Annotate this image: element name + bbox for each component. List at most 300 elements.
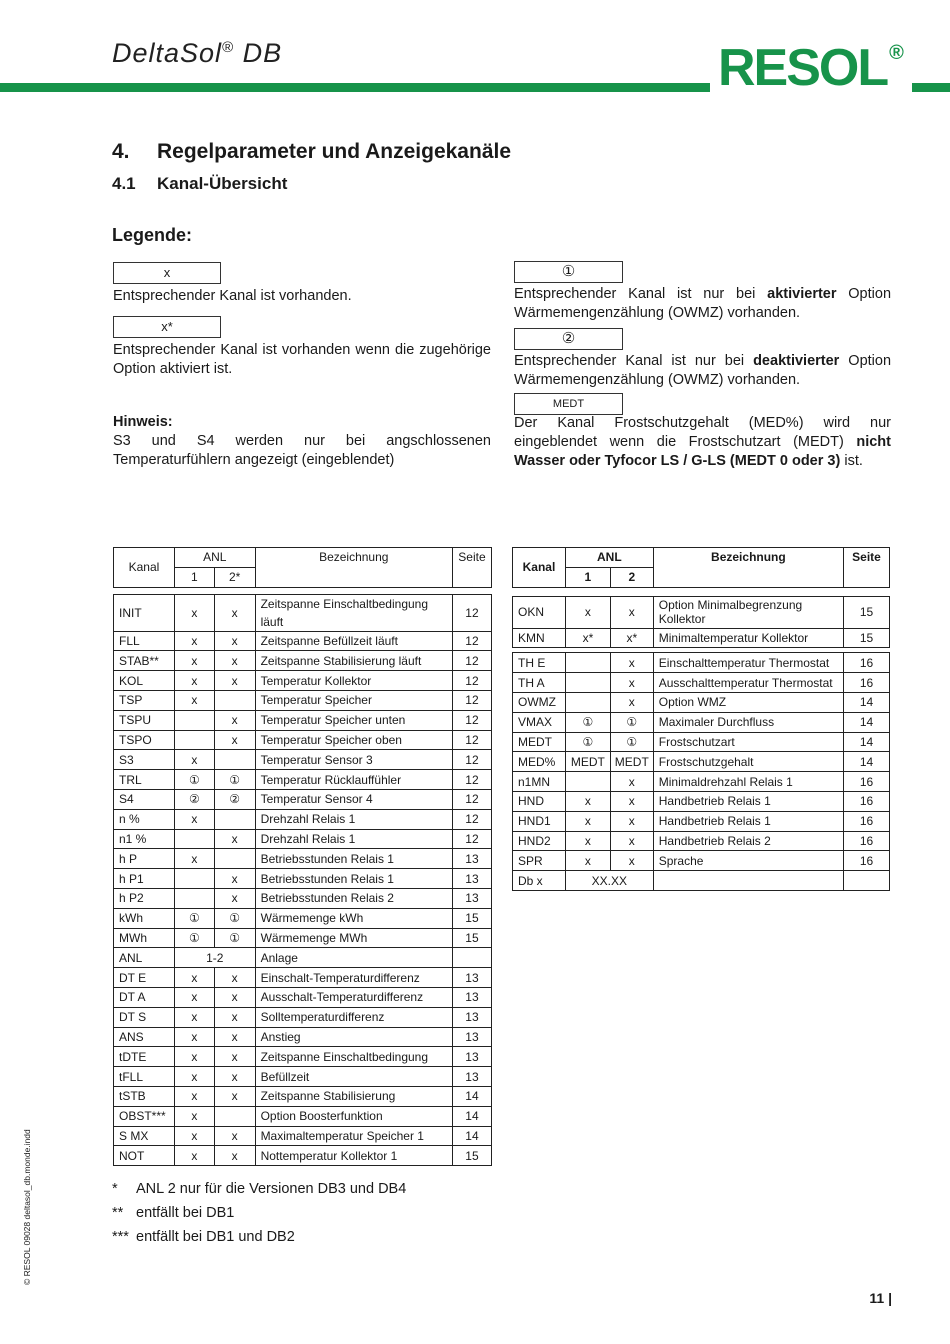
table-row: [513, 831, 890, 851]
cell-kanal: S4: [114, 789, 175, 809]
cell-seite: 16: [844, 673, 890, 693]
cell-anl-2: MEDT: [610, 752, 653, 772]
legend-text-4a: Entsprechender Kanal ist nur bei: [514, 353, 754, 369]
cell-seite: 12: [452, 651, 491, 671]
legend-text-5a: Der Kanal Frostschutzgehalt (MED%) wird nur eingeblendet wenn die Frostschutzart (MEDT): [514, 415, 891, 450]
product-title: [112, 38, 282, 69]
cell-kanal: KMN: [513, 628, 566, 648]
cell-seite: 12: [452, 690, 491, 710]
cell-bezeichnung: Minimaldrehzahl Relais 1: [653, 772, 843, 792]
footnote-mark: ***: [112, 1229, 129, 1245]
cell-anl-2: x: [610, 811, 653, 831]
cell-anl-2: x: [214, 710, 255, 730]
cell-bezeichnung: Zeitspanne Stabilisierung: [255, 1086, 452, 1106]
cell-anl-1: ①: [565, 732, 610, 752]
cell-kanal: n1MN: [513, 772, 566, 792]
subsection-title: Kanal-Übersicht: [157, 174, 288, 193]
cell-anl-2: x: [214, 631, 255, 651]
cell-seite: 14: [844, 752, 890, 772]
cell-kanal: h P: [114, 849, 175, 869]
cell-seite: 12: [452, 671, 491, 691]
table-row: [114, 730, 492, 750]
cell-bezeichnung: Wärmemenge kWh: [255, 908, 452, 928]
cell-seite: 13: [452, 1047, 491, 1067]
cell-anl-2: ①: [610, 712, 653, 732]
table-row: [114, 710, 492, 730]
cell-seite: 14: [844, 732, 890, 752]
cell-anl-1: x: [174, 690, 214, 710]
cell-kanal: SPR: [513, 851, 566, 871]
table-row: [513, 871, 890, 891]
cell-seite: 12: [452, 730, 491, 750]
cell-bezeichnung: Solltemperaturdifferenz: [255, 1007, 452, 1027]
cell-bezeichnung: Temperatur Speicher unten: [255, 710, 452, 730]
cell-anl-1: x: [174, 968, 214, 988]
header-anl-2: 2*: [214, 567, 255, 587]
footnote: [112, 1181, 406, 1197]
cell-anl-2: x: [610, 851, 653, 871]
table-row: [114, 829, 492, 849]
cell-seite: 13: [452, 869, 491, 889]
table-row: [114, 908, 492, 928]
table-row: [513, 692, 890, 712]
cell-anl-1: x: [174, 594, 214, 631]
cell-seite: 16: [844, 811, 890, 831]
cell-bezeichnung: Handbetrieb Relais 1: [653, 811, 843, 831]
table-row: [513, 732, 890, 752]
cell-bezeichnung: Wärmemenge MWh: [255, 928, 452, 948]
cell-kanal: VMAX: [513, 712, 566, 732]
cell-seite: 12: [452, 829, 491, 849]
cell-seite: 13: [452, 1067, 491, 1087]
cell-anl-2: x: [214, 1126, 255, 1146]
table-row: [114, 770, 492, 790]
table-row: [114, 1047, 492, 1067]
page-number: 11 |: [869, 1290, 892, 1306]
cell-kanal: h P2: [114, 888, 175, 908]
cell-anl-2: x: [610, 791, 653, 811]
cell-anl-2: [214, 849, 255, 869]
logo-registered-mark: ®: [889, 42, 904, 64]
table-row: [114, 1146, 492, 1166]
cell-seite: 16: [844, 851, 890, 871]
cell-seite: [452, 948, 491, 968]
cell-kanal: tDTE: [114, 1047, 175, 1067]
table-row: [114, 1007, 492, 1027]
table-row: [114, 1067, 492, 1087]
cell-anl-2: x: [610, 653, 653, 673]
cell-anl-1: [565, 673, 610, 693]
product-name: DeltaSol: [112, 38, 223, 68]
cell-seite: 12: [452, 631, 491, 651]
cell-kanal: HND: [513, 791, 566, 811]
cell-anl-2: ①: [214, 928, 255, 948]
subsection-heading: [112, 174, 287, 194]
cell-kanal: Db x: [513, 871, 566, 891]
cell-kanal: TRL: [114, 770, 175, 790]
legend-text-circled-2: [514, 352, 891, 390]
legend-text-3a: Entsprechender Kanal ist nur bei: [514, 286, 768, 302]
cell-anl-2: x: [610, 596, 653, 628]
table-row: [513, 791, 890, 811]
section-number: 4.: [112, 140, 130, 163]
table-row: [114, 1106, 492, 1126]
cell-kanal: tSTB: [114, 1086, 175, 1106]
table-row: [114, 1086, 492, 1106]
cell-kanal: MEDT: [513, 732, 566, 752]
header-seite: Seite: [452, 548, 491, 588]
copyright-note: © RESOL 09028 deltasol_db.monde.indd: [22, 1129, 32, 1285]
cell-bezeichnung: Zeitspanne Befüllzeit läuft: [255, 631, 452, 651]
cell-bezeichnung: Befüllzeit: [255, 1067, 452, 1087]
cell-anl-1: x: [174, 651, 214, 671]
cell-anl-1: ②: [174, 789, 214, 809]
logo-text: RESOL: [718, 39, 888, 97]
subsection-number: 4.1: [112, 174, 136, 193]
cell-bezeichnung: Sprache: [653, 851, 843, 871]
header-bezeichnung: Bezeichnung: [653, 548, 843, 588]
cell-kanal: n1 %: [114, 829, 175, 849]
cell-anl-2: x: [610, 772, 653, 792]
cell-bezeichnung: Temperatur Speicher: [255, 690, 452, 710]
cell-anl-1: x: [174, 1027, 214, 1047]
cell-anl-2: x: [214, 1047, 255, 1067]
legend-text-x: Entsprechender Kanal ist vorhanden.: [113, 288, 352, 304]
cell-bezeichnung: Maximaltemperatur Speicher 1: [255, 1126, 452, 1146]
cell-bezeichnung: Zeitspanne Einschaltbedingung: [255, 1047, 452, 1067]
table-row: [114, 750, 492, 770]
table-row: [114, 651, 492, 671]
cell-bezeichnung: Nottemperatur Kollektor 1: [255, 1146, 452, 1166]
cell-bezeichnung: Temperatur Speicher oben: [255, 730, 452, 750]
legend-text-circled-1: [514, 285, 891, 323]
cell-anl-1: x: [174, 1007, 214, 1027]
cell-kanal: HND2: [513, 831, 566, 851]
cell-anl-1: x: [174, 1106, 214, 1126]
cell-anl-1: x: [174, 849, 214, 869]
cell-anl-2: x: [214, 987, 255, 1007]
cell-kanal: kWh: [114, 908, 175, 928]
legend-text-3b: aktivierter: [767, 286, 837, 302]
cell-bezeichnung: Betriebsstunden Relais 1: [255, 849, 452, 869]
header-anl-1: 1: [565, 567, 610, 587]
cell-anl-1: ①: [174, 770, 214, 790]
footnote-mark: *: [112, 1181, 118, 1197]
section-title: Regelparameter und Anzeigekanäle: [157, 140, 512, 163]
cell-anl-1: ①: [174, 908, 214, 928]
cell-seite: 12: [452, 809, 491, 829]
header-anl-2: 2: [610, 567, 653, 587]
hint-label: Hinweis:: [113, 414, 173, 430]
table-row: [513, 752, 890, 772]
cell-seite: 14: [452, 1086, 491, 1106]
cell-kanal: h P1: [114, 869, 175, 889]
header-bezeichnung: Bezeichnung: [255, 548, 452, 588]
cell-anl-1: [174, 730, 214, 750]
cell-anl-1: [174, 869, 214, 889]
cell-anl-1: x: [565, 811, 610, 831]
cell-anl-2: x: [610, 692, 653, 712]
cell-seite: 16: [844, 791, 890, 811]
cell-anl-1: MEDT: [565, 752, 610, 772]
cell-bezeichnung: Zeitspanne Einschaltbedingung läuft: [255, 594, 452, 631]
cell-anl-2: x: [214, 1027, 255, 1047]
table-right-group-2: [513, 653, 890, 891]
cell-seite: 13: [452, 1027, 491, 1047]
cell-anl-1: [565, 692, 610, 712]
cell-seite: 13: [452, 968, 491, 988]
cell-anl-2: x: [214, 651, 255, 671]
cell-seite: 15: [452, 1146, 491, 1166]
table-row: [513, 628, 890, 648]
channel-table-right: [512, 547, 890, 891]
cell-bezeichnung: Handbetrieb Relais 1: [653, 791, 843, 811]
cell-bezeichnung: [653, 871, 843, 891]
cell-bezeichnung: Drehzahl Relais 1: [255, 829, 452, 849]
cell-kanal: MED%: [513, 752, 566, 772]
cell-bezeichnung: Betriebsstunden Relais 1: [255, 869, 452, 889]
cell-kanal: TSPO: [114, 730, 175, 750]
cell-bezeichnung: Einschalttemperatur Thermostat: [653, 653, 843, 673]
cell-anl-2: x: [214, 1086, 255, 1106]
cell-anl-1: x: [174, 1086, 214, 1106]
cell-anl-1: x: [174, 1126, 214, 1146]
header-anl: ANL: [174, 548, 255, 568]
cell-anl-1: x: [174, 809, 214, 829]
footnote: [112, 1205, 234, 1221]
cell-anl-1: [565, 653, 610, 673]
cell-anl-1: ①: [565, 712, 610, 732]
table-row: [114, 809, 492, 829]
cell-bezeichnung: Temperatur Sensor 4: [255, 789, 452, 809]
cell-seite: 14: [452, 1106, 491, 1126]
cell-seite: [844, 871, 890, 891]
cell-bezeichnung: Temperatur Kollektor: [255, 671, 452, 691]
cell-bezeichnung: Temperatur Rücklauffühler: [255, 770, 452, 790]
cell-anl-2: [214, 809, 255, 829]
cell-seite: 15: [844, 596, 890, 628]
cell-bezeichnung: Minimaltemperatur Kollektor: [653, 628, 843, 648]
cell-anl-2: x: [214, 594, 255, 631]
cell-anl-2: x: [214, 1146, 255, 1166]
footnote-text: entfällt bei DB1: [136, 1205, 235, 1221]
cell-anl-1: x: [174, 1146, 214, 1166]
cell-anl-2: x: [214, 888, 255, 908]
cell-anl-2: x: [214, 1007, 255, 1027]
table-row: [114, 987, 492, 1007]
legend-text-5c: ist.: [840, 453, 863, 469]
cell-anl-2: x: [214, 730, 255, 750]
channel-table-left: [113, 547, 492, 1166]
cell-kanal: TH E: [513, 653, 566, 673]
cell-kanal: KOL: [114, 671, 175, 691]
table-row: [114, 888, 492, 908]
cell-anl-2: x: [214, 829, 255, 849]
cell-anl-1: [174, 829, 214, 849]
footnote-text: ANL 2 nur für die Versionen DB3 und DB4: [136, 1181, 407, 1197]
cell-kanal: S3: [114, 750, 175, 770]
resol-logo: [710, 40, 912, 96]
table-row: [513, 851, 890, 871]
cell-anl-1: 1-2: [174, 948, 255, 968]
header-seite: Seite: [844, 548, 890, 588]
cell-anl-2: ②: [214, 789, 255, 809]
cell-seite: 15: [452, 928, 491, 948]
header-kanal: Kanal: [513, 548, 566, 588]
table-row: [114, 948, 492, 968]
cell-anl-2: x: [214, 1067, 255, 1087]
cell-anl-1: x: [565, 791, 610, 811]
cell-anl-1: x: [174, 750, 214, 770]
spacer-row: [513, 587, 890, 596]
table-row: [114, 849, 492, 869]
legend-text-5b: nicht Wasser oder Tyfocor LS / G-LS (MEDT 0 oder 3): [514, 434, 891, 469]
hint-block: [113, 413, 491, 470]
cell-kanal: DT E: [114, 968, 175, 988]
table-right-group-1: [513, 596, 890, 648]
cell-anl-1: x: [565, 851, 610, 871]
cell-bezeichnung: Frostschutzart: [653, 732, 843, 752]
legend-box-circled-2: ②: [514, 328, 623, 350]
cell-kanal: ANL: [114, 948, 175, 968]
cell-seite: 13: [452, 888, 491, 908]
cell-bezeichnung: Option Boosterfunktion: [255, 1106, 452, 1126]
cell-anl-1: x: [565, 596, 610, 628]
cell-bezeichnung: Maximaler Durchfluss: [653, 712, 843, 732]
footnote: [112, 1229, 295, 1245]
cell-anl-1: x: [174, 671, 214, 691]
cell-bezeichnung: Option Minimalbegrenzung Kollektor: [653, 596, 843, 628]
cell-kanal: n %: [114, 809, 175, 829]
cell-kanal: S MX: [114, 1126, 175, 1146]
cell-seite: 13: [452, 1007, 491, 1027]
cell-seite: 14: [452, 1126, 491, 1146]
cell-seite: 13: [452, 987, 491, 1007]
cell-anl-2: [214, 1106, 255, 1126]
cell-seite: 12: [452, 710, 491, 730]
cell-bezeichnung: Ausschalt-Temperaturdifferenz: [255, 987, 452, 1007]
cell-bezeichnung: Frostschutzgehalt: [653, 752, 843, 772]
cell-anl-2: x*: [610, 628, 653, 648]
cell-anl-2: [214, 750, 255, 770]
cell-anl-1: ①: [174, 928, 214, 948]
cell-bezeichnung: Option WMZ: [653, 692, 843, 712]
cell-anl-1: [174, 710, 214, 730]
cell-anl-2: ①: [214, 770, 255, 790]
cell-kanal: OBST***: [114, 1106, 175, 1126]
cell-seite: 16: [844, 653, 890, 673]
table-row: [114, 1126, 492, 1146]
table-row: [114, 631, 492, 651]
cell-anl-2: x: [610, 831, 653, 851]
cell-seite: 12: [452, 750, 491, 770]
table-row: [513, 596, 890, 628]
cell-anl-1: x: [565, 831, 610, 851]
cell-kanal: ANS: [114, 1027, 175, 1047]
cell-kanal: MWh: [114, 928, 175, 948]
cell-bezeichnung: Anlage: [255, 948, 452, 968]
cell-seite: 14: [844, 692, 890, 712]
hint-text: S3 und S4 werden nur bei angschlossenen Temperaturfühlern angezeigt (eingeblendet): [113, 433, 491, 468]
legend-box-circled-1: ①: [514, 261, 623, 283]
cell-seite: 16: [844, 831, 890, 851]
header-anl-1: 1: [174, 567, 214, 587]
cell-kanal: TH A: [513, 673, 566, 693]
table-row: [114, 968, 492, 988]
legend-text-xstar: Entsprechender Kanal ist vorhanden wenn die zugehörige Option aktiviert ist.: [113, 342, 491, 377]
table-row: [114, 594, 492, 631]
cell-kanal: TSPU: [114, 710, 175, 730]
cell-kanal: NOT: [114, 1146, 175, 1166]
table-row: [114, 671, 492, 691]
cell-anl-1: x: [174, 1047, 214, 1067]
cell-anl-2: x: [610, 673, 653, 693]
cell-kanal: INIT: [114, 594, 175, 631]
table-row: [114, 789, 492, 809]
cell-seite: 13: [452, 849, 491, 869]
cell-bezeichnung: Temperatur Sensor 3: [255, 750, 452, 770]
cell-kanal: DT S: [114, 1007, 175, 1027]
cell-bezeichnung: Ausschalttemperatur Thermostat: [653, 673, 843, 693]
cell-anl-1: x: [174, 987, 214, 1007]
table-row: [114, 869, 492, 889]
cell-anl-1: x: [174, 631, 214, 651]
header-kanal: Kanal: [114, 548, 175, 588]
footnote-text: entfällt bei DB1 und DB2: [136, 1229, 295, 1245]
cell-anl-1: [174, 888, 214, 908]
legend-text-4c: Option Wärmemengenzählung (OWMZ) vorhanden.: [514, 353, 892, 388]
cell-anl-2: ①: [214, 908, 255, 928]
cell-bezeichnung: Betriebsstunden Relais 2: [255, 888, 452, 908]
cell-kanal: STAB**: [114, 651, 175, 671]
registered-mark: ®: [222, 39, 235, 56]
cell-bezeichnung: Anstieg: [255, 1027, 452, 1047]
legend-text-3c: Option Wärmemengenzählung (OWMZ) vorhanden.: [514, 286, 892, 321]
table-row: [513, 772, 890, 792]
cell-anl-1: [565, 772, 610, 792]
cell-seite: 14: [844, 712, 890, 732]
cell-anl-1: x*: [565, 628, 610, 648]
legend-text-medt: [514, 414, 891, 471]
table-row: [513, 811, 890, 831]
cell-anl-1: x: [174, 1067, 214, 1087]
legend-box-xstar: x*: [113, 316, 221, 338]
cell-kanal: FLL: [114, 631, 175, 651]
cell-anl-2: [214, 690, 255, 710]
cell-bezeichnung: Zeitspanne Stabilisierung läuft: [255, 651, 452, 671]
cell-kanal: tFLL: [114, 1067, 175, 1087]
cell-seite: 12: [452, 789, 491, 809]
cell-seite: 15: [844, 628, 890, 648]
section-heading: [112, 140, 511, 164]
cell-bezeichnung: Handbetrieb Relais 2: [653, 831, 843, 851]
legend-box-medt: MEDT: [514, 393, 623, 415]
cell-seite: 12: [452, 594, 491, 631]
table-left-body: [114, 594, 492, 1166]
cell-anl-2: x: [214, 968, 255, 988]
cell-kanal: OKN: [513, 596, 566, 628]
cell-kanal: TSP: [114, 690, 175, 710]
legend-box-x: x: [113, 262, 221, 284]
cell-bezeichnung: Einschalt-Temperaturdifferenz: [255, 968, 452, 988]
table-row: [114, 690, 492, 710]
product-suffix: DB: [234, 38, 283, 68]
cell-anl-2: ①: [610, 732, 653, 752]
cell-anl-2: x: [214, 671, 255, 691]
cell-seite: 15: [452, 908, 491, 928]
cell-anl-1: XX.XX: [565, 871, 653, 891]
footnote-mark: **: [112, 1205, 124, 1221]
